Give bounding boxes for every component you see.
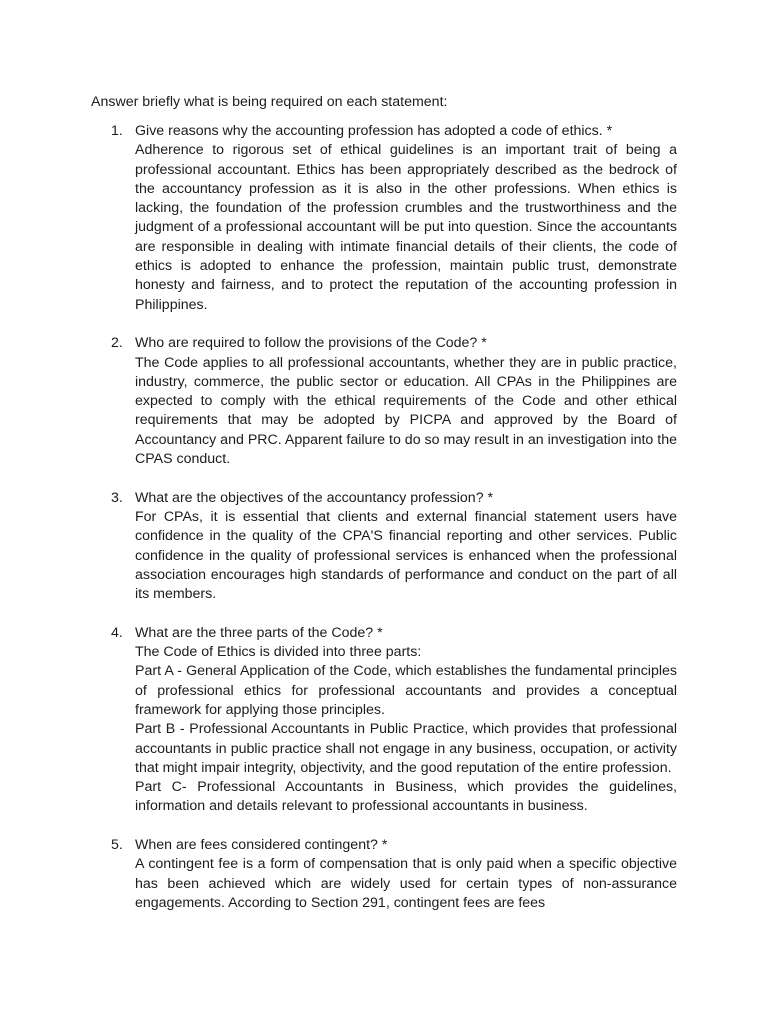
answer-paragraph: Part C- Professional Accountants in Business, which provides the guidelines, information and details relevant to professional accountants in business.: [135, 779, 677, 815]
question-text: What are the objectives of the accountancy profession? *: [135, 489, 494, 506]
question-text: When are fees considered contingent? *: [135, 836, 388, 853]
question-number: 3.: [111, 489, 123, 506]
question-number: 2.: [111, 335, 123, 352]
question-item-2: [111, 334, 677, 469]
question-text: Who are required to follow the provisions of the Code? *: [135, 335, 487, 352]
question-number: 4.: [111, 624, 123, 641]
question-item-1: [111, 122, 677, 315]
question-number: 5.: [111, 836, 123, 853]
answer-paragraph: Part B - Professional Accountants in Public Practice, which provides that professional accountants in public practice shall not engage in any business, occupation, or activity that might impair integrity, objectivity, and the good reputation of the entire profession.: [135, 721, 677, 776]
intro-instruction: Answer briefly what is being required on each statement:: [91, 94, 448, 110]
question-text: Give reasons why the accounting profession has adopted a code of ethics. *: [135, 123, 613, 139]
answer-paragraph: The Code of Ethics is divided into three parts:: [135, 644, 422, 661]
answer-paragraph: A contingent fee is a form of compensation that is only paid when a specific objective has been achieved which are widely used for certain types of non-assurance engagements. According to Section 291, contingent fees are fees: [135, 856, 677, 911]
question-item-4: [111, 624, 677, 817]
answer-paragraph: Adherence to rigorous set of ethical guidelines is an important trait of being a professional accountant. Ethics has been appropriately described as the bedrock of the accountancy profession as it is also in the other professions. When ethics is lacking, the foundation of the profession crumbles and the trustworthiness and the judgment of a professional accountant will be put into question. Since the accountants are responsible in dealing with intimate financial details of their clients, the code of ethics is adopted to enhance the profession, maintain public trust, demonstrate honesty and fairness, and to protect the reputation of the accounting profession in Philippines.: [135, 142, 677, 313]
question-item-3: [111, 489, 677, 605]
answer-paragraph: The Code applies to all professional accountants, whether they are in public practice, industry, commerce, the public sector or education. All CPAs in the Philippines are expected to comply with the ethical requirements of the Code and other ethical requirements that may be adopted by PICPA and approved by the Board of Accountancy and PRC. Apparent failure to do so may result in an investigation into the CPAS conduct.: [135, 354, 677, 468]
answer-paragraph: For CPAs, it is essential that clients and external financial statement users have confidence in the quality of the CPA'S financial reporting and other services. Public confidence in the quality of professional services is enhanced when the professional association encourages high standards of performance and conduct on the part of all its members.: [135, 508, 677, 603]
question-item-5: [111, 836, 677, 913]
answer-paragraph: Part A - General Application of the Code, which establishes the fundamental principles of professional ethics for professional accountants and provides a conceptual framework for applying those principles.: [135, 663, 677, 718]
question-list: [111, 122, 677, 932]
question-text: What are the three parts of the Code? *: [135, 624, 383, 641]
question-number: 1.: [111, 123, 123, 139]
